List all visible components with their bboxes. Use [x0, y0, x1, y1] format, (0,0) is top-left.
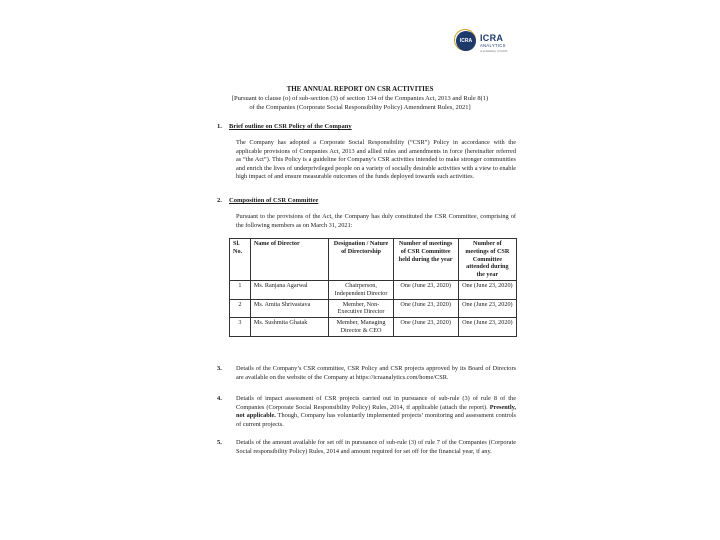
- report-title: THE ANNUAL REPORT ON CSR ACTIVITIES: [286, 85, 434, 93]
- section-5-number: 5.: [217, 439, 222, 446]
- company-logo: [456, 31, 516, 57]
- cell-held: One (June 23, 2020): [393, 299, 458, 318]
- logo-sub: ANALYTICS: [480, 43, 506, 48]
- header-meetings-attended: Number of meetings of CSR Committee attended during the year: [458, 239, 516, 281]
- csr-committee-table: [229, 238, 517, 337]
- cell-sl: 3: [230, 318, 251, 337]
- section-5-text: Details of the amount available for set off in pursuance of sub-rule (3) of rule 7 of the Companies (Corporate Social responsibility Policy) Rules, 2014 and amount required for set off for the financial year, if any.: [236, 439, 516, 455]
- section-2-heading: Composition of CSR Committee: [229, 197, 319, 204]
- cell-held: One (June 23, 2020): [393, 318, 458, 337]
- report-subtitle: [200, 94, 520, 112]
- section-3-text: Details of the Company’s CSR committee, CSR Policy and CSR projects approved by its Board of Directors are available on the website of the Company at https://icraanalytics.com/home/CSR.: [236, 365, 516, 381]
- logo-tagline: A subsidiary of ICRA: [480, 49, 508, 53]
- cell-attended: One (June 23, 2020): [458, 299, 516, 318]
- cell-sl: 1: [230, 280, 251, 299]
- cell-name: Ms. Amita Shrivastava: [250, 299, 329, 318]
- cell-attended: One (June 23, 2020): [458, 318, 516, 337]
- cell-held: One (June 23, 2020): [393, 280, 458, 299]
- header-sl-no: Sl. No.: [230, 239, 251, 281]
- table-row: [230, 280, 517, 299]
- logo-mark: ICRA: [456, 31, 476, 51]
- section-4-number: 4.: [217, 395, 222, 402]
- table-header-row: [230, 239, 517, 281]
- header-name: Name of Director: [250, 239, 329, 281]
- cell-designation: Chairperson, Independent Director: [329, 280, 393, 299]
- section-4-text-after: Though, Company has voluntarily implemented projects’ monitoring and assessment controls of current projects.: [236, 412, 516, 428]
- header-designation: Designation / Nature of Directorship: [329, 239, 393, 281]
- subtitle-line: [Pursuant to clause (o) of sub-section (3) of section 134 of the Companies Act, 2013 and Rule 8(1): [231, 95, 489, 102]
- subtitle-line: of the Companies (Corporate Social Responsibility Policy) Amendment Rules, 2021]: [249, 104, 471, 111]
- cell-sl: 2: [230, 299, 251, 318]
- section-1-heading: Brief outline on CSR Policy of the Company: [229, 123, 352, 130]
- cell-designation: Member, Non-Executive Director: [329, 299, 393, 318]
- section-4-bold: Presently, not applicable.: [236, 403, 516, 420]
- header-meetings-held: Number of meetings of CSR Committee held during the year: [393, 239, 458, 281]
- table-row: [230, 299, 517, 318]
- table-row: [230, 318, 517, 337]
- cell-name: Ms. Sushmita Ghatak: [250, 318, 329, 337]
- section-2-text: Pursuant to the provisions of the Act, the Company has duly constituted the CSR Committee, comprising of the following members as on March 31, 2021:: [236, 213, 516, 229]
- section-2-number: 2.: [217, 197, 222, 204]
- cell-name: Ms. Ranjana Agarwal: [250, 280, 329, 299]
- section-1-number: 1.: [217, 123, 222, 130]
- section-4-text: [236, 395, 516, 429]
- section-1-text: The Company has adopted a Corporate Social Responsibility (“CSR”) Policy in accordance with the applicable provisions of Companies Act, 2013 and allied rules and amendments in force (hereinafter referred as “the Act”). This Policy is a guideline for Company’s CSR activities intended to make stronger communities and enrich the lives of underprivileged people on a variety of socially desirable activities with a view to enable high impact of and ensure measurable outcomes of the funds deployed towards such activities.: [236, 139, 516, 181]
- section-3-number: 3.: [217, 365, 222, 372]
- section-4-text-before: Details of impact assessment of CSR projects carried out in pursuance of sub-rule (3) of rule 8 of the Companies (Corporate Social Responsibility Policy) Rules, 2014, if applicable (attach the report).: [236, 395, 516, 411]
- logo-name: ICRA: [480, 33, 504, 43]
- cell-attended: One (June 23, 2020): [458, 280, 516, 299]
- cell-designation: Member, Managing Director & CEO: [329, 318, 393, 337]
